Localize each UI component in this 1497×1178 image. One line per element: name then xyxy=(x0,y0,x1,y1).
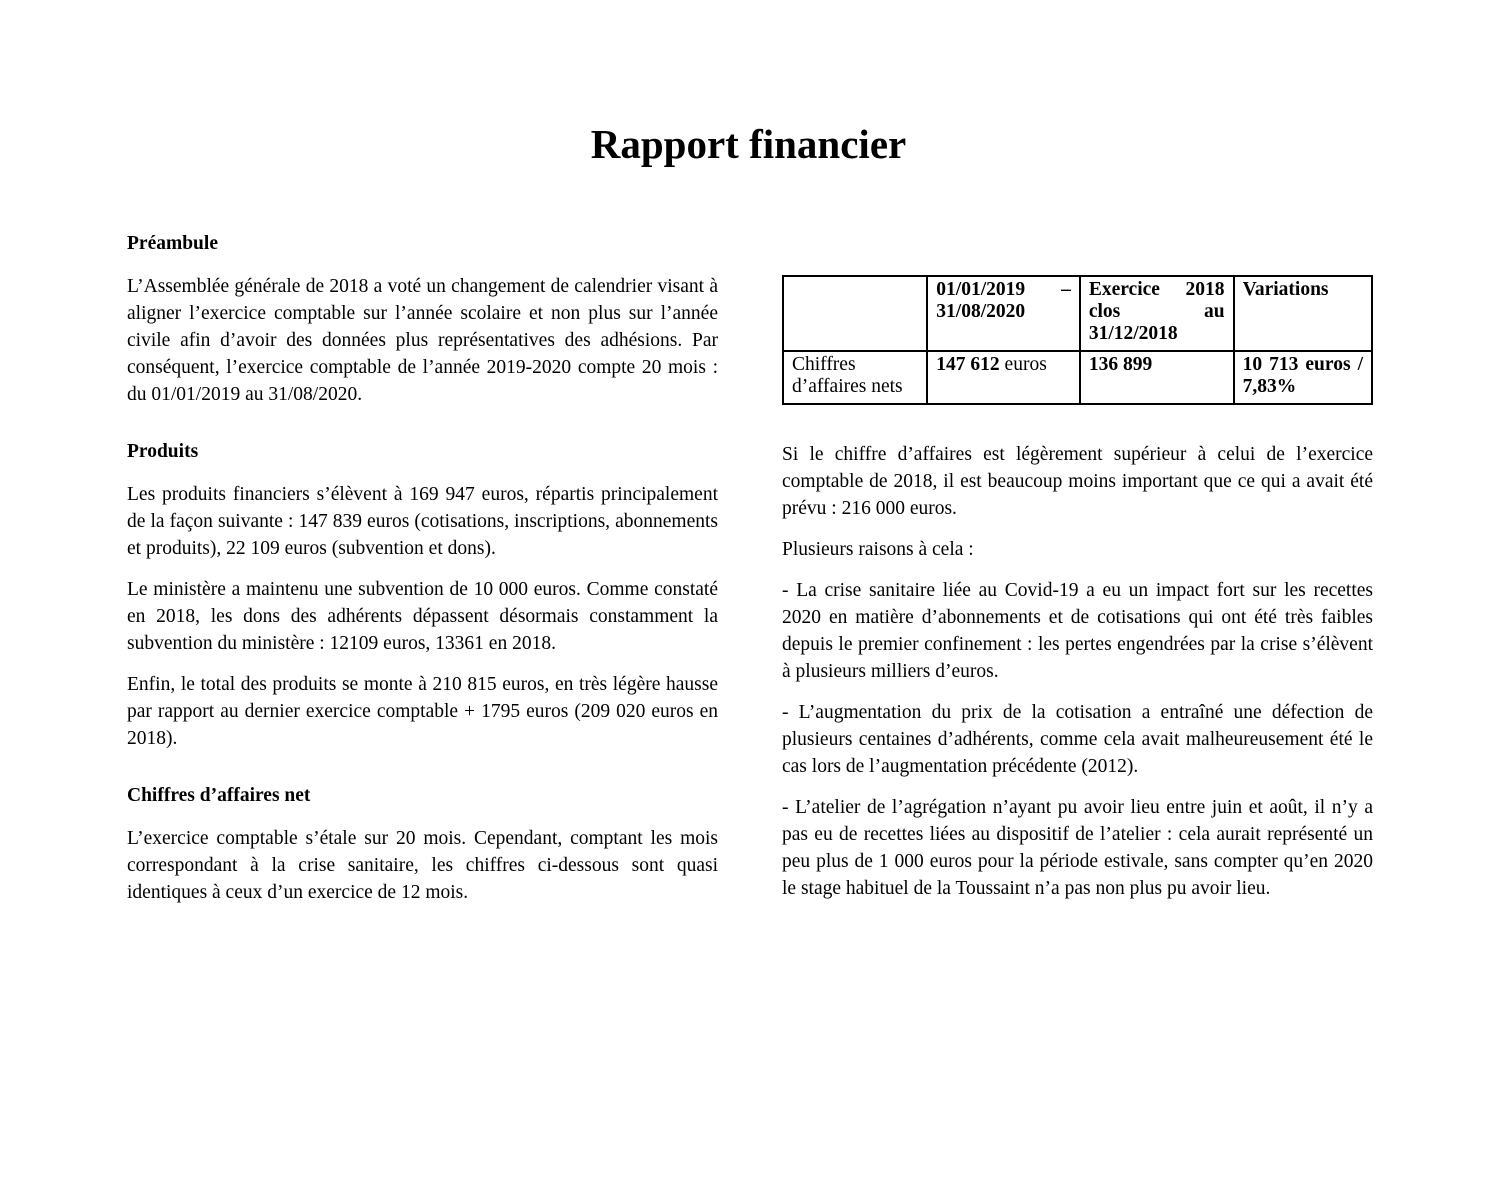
table-cell-variation-value: 10 713 euros / 7,83% xyxy=(1234,351,1372,404)
right-column xyxy=(782,230,1373,920)
section-heading-produits: Produits xyxy=(127,441,199,462)
table-row-label: Chiffres d’affaires nets xyxy=(783,351,927,404)
section-heading-preambule: Préambule xyxy=(127,233,218,254)
table-header-period-previous: Exercice 2018 clos au 31/12/2018 xyxy=(1080,276,1234,351)
financial-table xyxy=(782,275,1373,405)
section-chiffres-affaires xyxy=(127,782,718,906)
paragraph: L’Assemblée générale de 2018 a voté un changement de calendrier visant à aligner l’exercice comptable sur l’année scolaire et non plus sur l’année civile afin d’avoir des données plus représentatives des adhésions. Par conséquent, l’exercice comptable de l’année 2019-2020 compte 20 mois : du 01/01/2019 au 31/08/2020. xyxy=(127,276,718,405)
section-heading-chiffres-affaires: Chiffres d’affaires net xyxy=(127,785,311,806)
paragraph: - L’augmentation du prix de la cotisation a entraîné une défection de plusieurs centaines d’adhérents, comme cela avait malheureusement été le cas lors de l’augmentation précédente (2012). xyxy=(782,702,1373,777)
page-title: Rapport financier xyxy=(590,121,907,167)
table-header-variations: Variations xyxy=(1234,276,1372,351)
paragraph: Enfin, le total des produits se monte à 210 815 euros, en très légère hausse par rapport au dernier exercice comptable + 1795 euros (209 020 euros en 2018). xyxy=(127,674,718,749)
paragraph: - La crise sanitaire liée au Covid-19 a eu un impact fort sur les recettes 2020 en matière d’abonnements et de cotisations qui ont été très faibles depuis le premier confinement : les pertes engendrées par la crise s’élèvent à plusieurs milliers d’euros. xyxy=(782,580,1373,682)
table-cell-previous-value: 136 899 xyxy=(1080,351,1234,404)
table-cell-current-value xyxy=(927,351,1080,404)
paragraph: Les produits financiers s’élèvent à 169 947 euros, répartis principalement de la façon suivante : 147 839 euros (cotisations, inscriptions, abonnements et produits), 22 109 euros (subvention et dons). xyxy=(127,484,718,559)
current-value-unit: euros xyxy=(999,354,1047,375)
paragraph: Le ministère a maintenu une subvention de 10 000 euros. Comme constaté en 2018, les dons des adhérents dépassent désormais constamment la subvention du ministère : 12109 euros, 13361 en 2018. xyxy=(127,579,718,654)
section-preambule xyxy=(127,230,718,408)
table-header-blank xyxy=(783,276,927,351)
table-header-row xyxy=(783,276,1372,351)
table-row xyxy=(783,351,1372,404)
current-value-number: 147 612 xyxy=(936,354,1000,375)
document-page xyxy=(0,120,1497,920)
paragraph: Plusieurs raisons à cela : xyxy=(782,539,974,560)
table-header-period-current: 01/01/2019 – 31/08/2020 xyxy=(927,276,1080,351)
paragraph: - L’atelier de l’agrégation n’ayant pu avoir lieu entre juin et août, il n’y a pas eu de recettes liées au dispositif de l’atelier : cela aurait représenté un peu plus de 1 000 euros pour la période estivale, sans compter qu’en 2020 le stage habituel de la Toussaint n’a pas non plus pu avoir lieu. xyxy=(782,797,1373,899)
left-column xyxy=(127,230,718,920)
section-produits xyxy=(127,438,718,752)
paragraph: Si le chiffre d’affaires est légèrement supérieur à celui de l’exercice comptable de 2018, il est beaucoup moins important que ce qui a avait été prévu : 216 000 euros. xyxy=(782,444,1373,519)
two-column-layout xyxy=(127,230,1372,920)
paragraph: L’exercice comptable s’étale sur 20 mois. Cependant, comptant les mois correspondant à la crise sanitaire, les chiffres ci-dessous sont quasi identiques à ceux d’un exercice de 12 mois. xyxy=(127,828,718,903)
